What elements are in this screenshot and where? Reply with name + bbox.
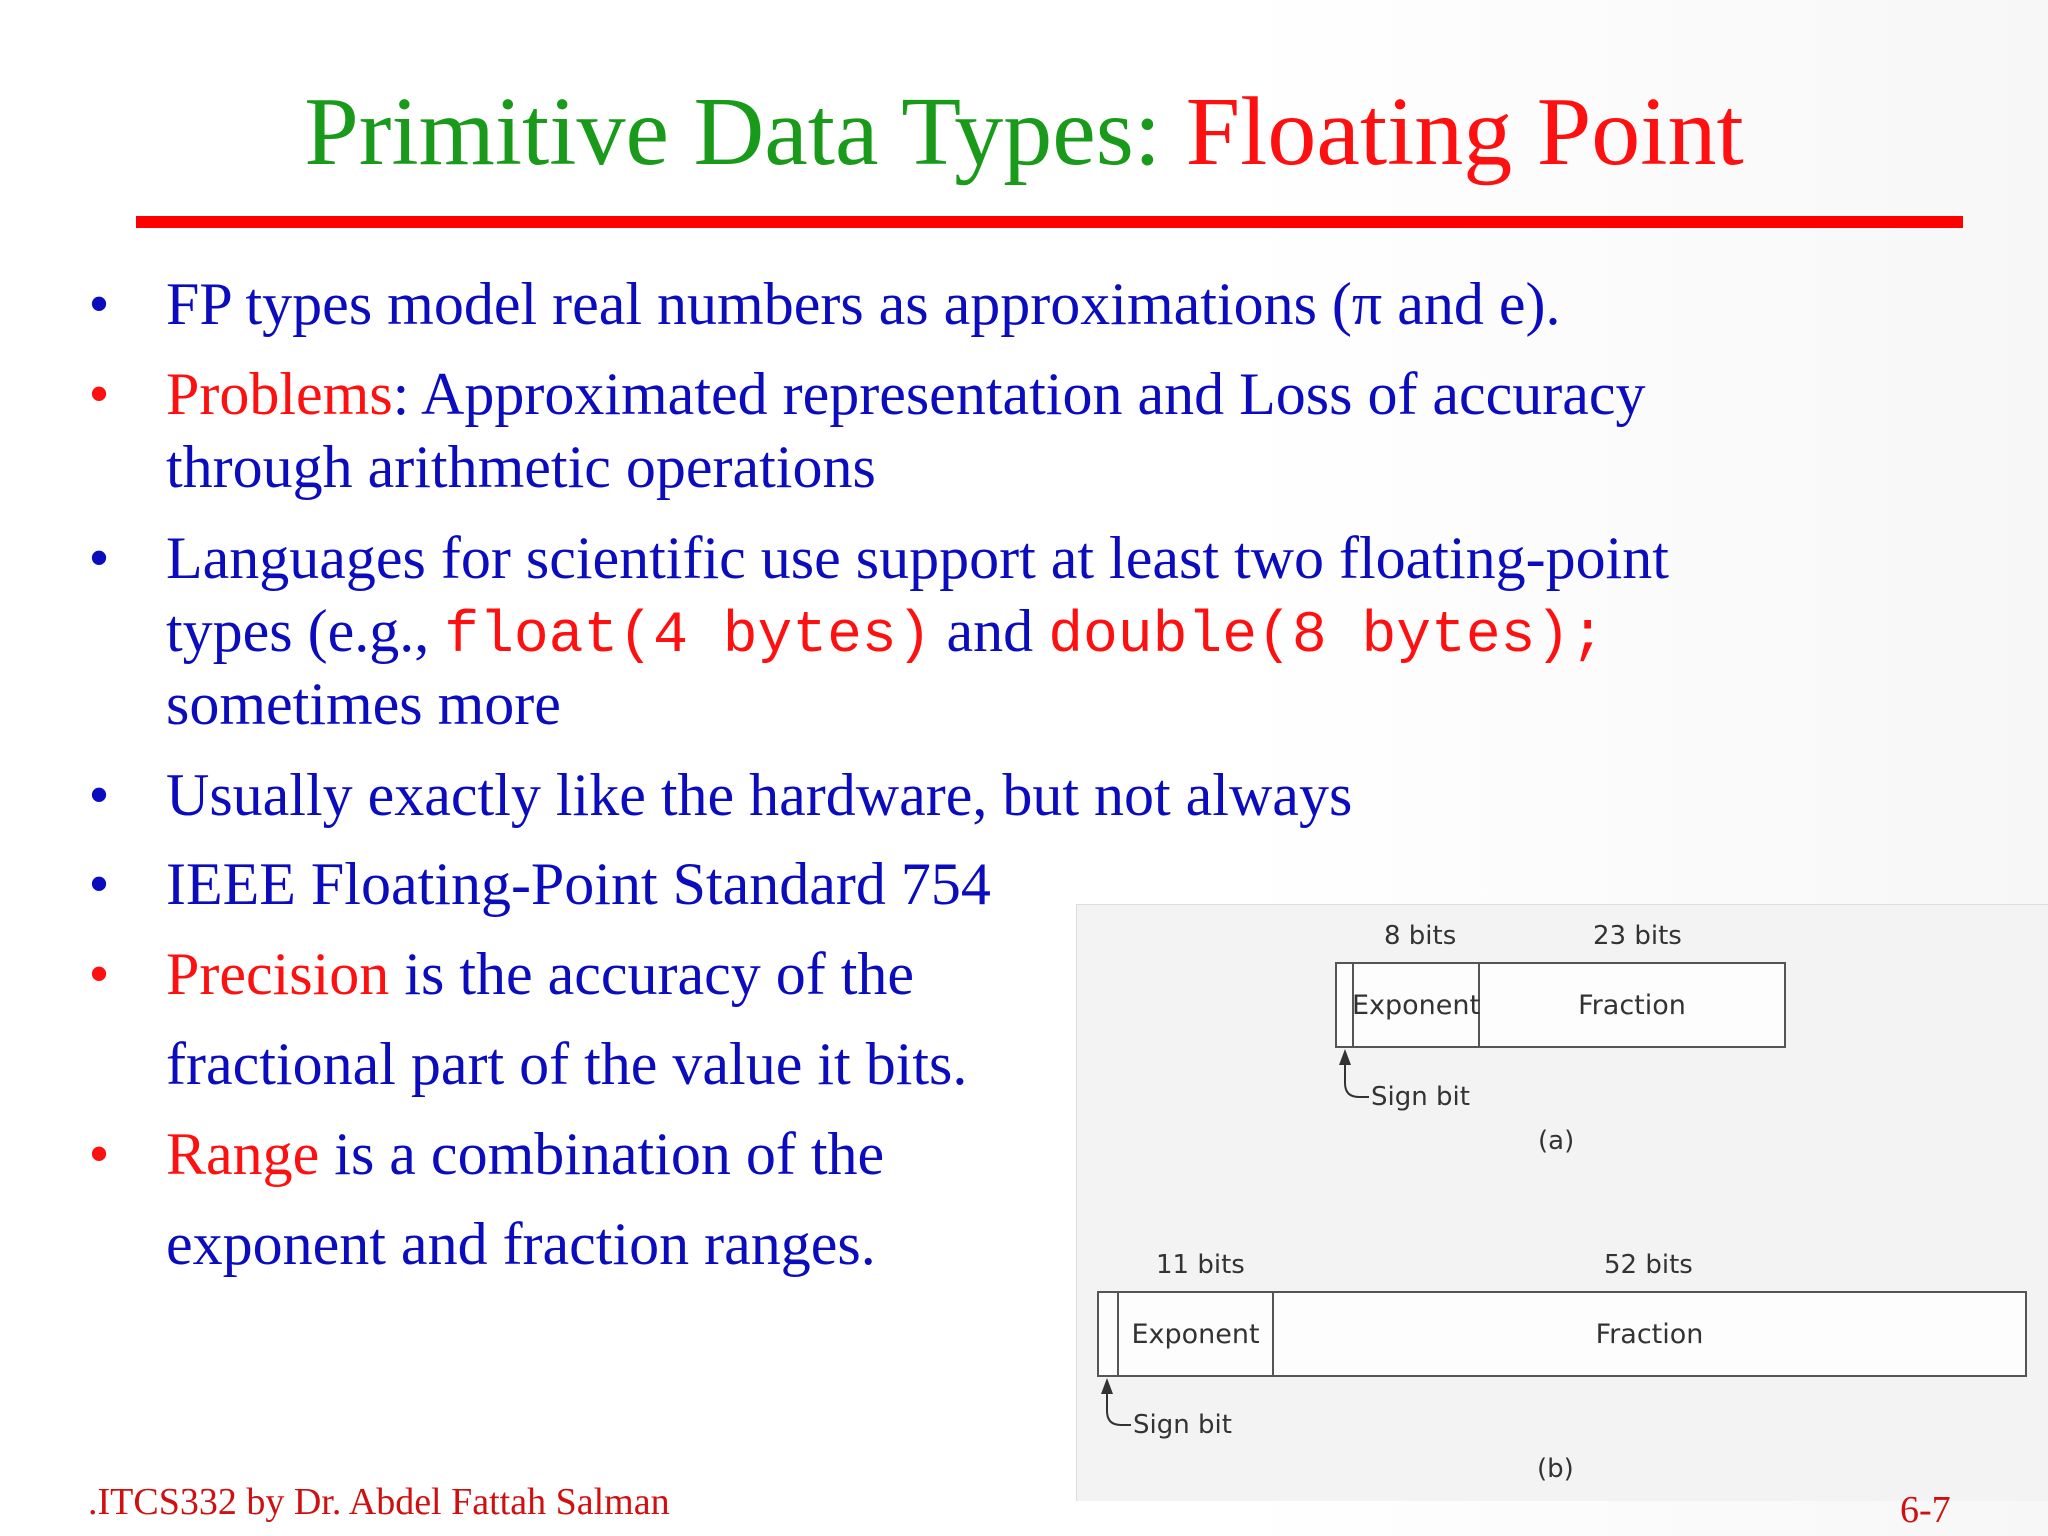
- keyword-span: Precision: [166, 941, 390, 1007]
- single-exponent-label: Exponent: [1351, 989, 1481, 1021]
- text-span: and: [931, 598, 1049, 664]
- double-sign-bit-label: Sign bit: [1133, 1410, 1232, 1440]
- slide-title: [0, 72, 2048, 192]
- text-span: Languages for scientific use support at least two floating-point: [166, 525, 1669, 591]
- bullet-line: [166, 522, 1669, 595]
- text-span: Usually exactly like the hardware, but not always: [166, 762, 1353, 828]
- title-part-1: Primitive Data Types:: [304, 78, 1186, 186]
- bullet-line: [166, 595, 1605, 673]
- bullet-line: [166, 668, 561, 741]
- double-sign-arrow-icon: [1101, 1378, 1131, 1425]
- bullet-marker: •: [88, 941, 110, 1007]
- keyword-span: Range: [166, 1121, 320, 1187]
- text-span: sometimes more: [166, 671, 561, 737]
- double-fraction-cell: [1274, 1293, 2025, 1375]
- single-caption: (a): [1538, 1126, 1575, 1156]
- double-fraction-label: Fraction: [1595, 1318, 1704, 1350]
- ieee-754-format-figure: [1076, 904, 2048, 1501]
- text-span: types (e.g.,: [166, 598, 445, 664]
- bullet-marker: •: [88, 851, 110, 917]
- text-span: is a combination of the: [319, 1121, 885, 1187]
- footer-course-credit: .ITCS332 by Dr. Abdel Fattah Salman: [88, 1481, 670, 1523]
- text-span: through arithmetic operations: [166, 434, 876, 500]
- bullet-line: [166, 1208, 876, 1281]
- bullet-line: [166, 1028, 967, 1101]
- single-sign-arrow-icon: [1339, 1049, 1369, 1097]
- single-exponent-bits-label: 8 bits: [1384, 921, 1457, 951]
- bullet-line: [166, 431, 876, 504]
- bullet-line: [166, 938, 914, 1011]
- bullet-line: [166, 1118, 884, 1191]
- text-span: is the accuracy of the: [389, 941, 915, 1007]
- text-span: FP types model real numbers as approximations (π and e).: [166, 271, 1561, 337]
- text-span: fractional part of the value it bits.: [166, 1031, 968, 1097]
- text-span: : Approximated representation and Loss of accuracy: [392, 361, 1646, 427]
- double-exponent-label: Exponent: [1131, 1318, 1260, 1350]
- text-span: exponent and fraction ranges.: [166, 1211, 876, 1277]
- bullet-marker: •: [88, 361, 110, 427]
- bullet-marker: •: [88, 762, 110, 828]
- double-sign-cell: [1099, 1293, 1119, 1375]
- code-span: double(8 bytes);: [1048, 604, 1606, 669]
- footer-slide-number: 6-7: [1900, 1489, 1951, 1531]
- bullet-marker: •: [88, 525, 110, 591]
- bullet-marker: •: [88, 271, 110, 337]
- keyword-span: Problems: [166, 361, 393, 427]
- double-exponent-cell: [1119, 1293, 1274, 1375]
- single-fraction-label: Fraction: [1578, 989, 1686, 1021]
- double-caption: (b): [1537, 1454, 1574, 1484]
- title-underline: [136, 216, 1963, 228]
- text-span: IEEE Floating-Point Standard 754: [166, 851, 991, 917]
- single-sign-bit-label: Sign bit: [1371, 1082, 1470, 1112]
- title-part-2: Floating Point: [1185, 78, 1744, 186]
- bullet-marker: •: [88, 1121, 110, 1187]
- double-fraction-bits-label: 52 bits: [1604, 1250, 1693, 1280]
- bullet-line: [166, 358, 1646, 431]
- single-fraction-bits-label: 23 bits: [1593, 921, 1682, 951]
- code-span: float(4 bytes): [444, 604, 932, 669]
- bullet-line: [166, 268, 1560, 341]
- bullet-line: [166, 759, 1352, 832]
- bullet-line: [166, 848, 991, 921]
- double-exponent-bits-label: 11 bits: [1156, 1250, 1245, 1280]
- double-precision-layout: [1097, 1291, 2027, 1377]
